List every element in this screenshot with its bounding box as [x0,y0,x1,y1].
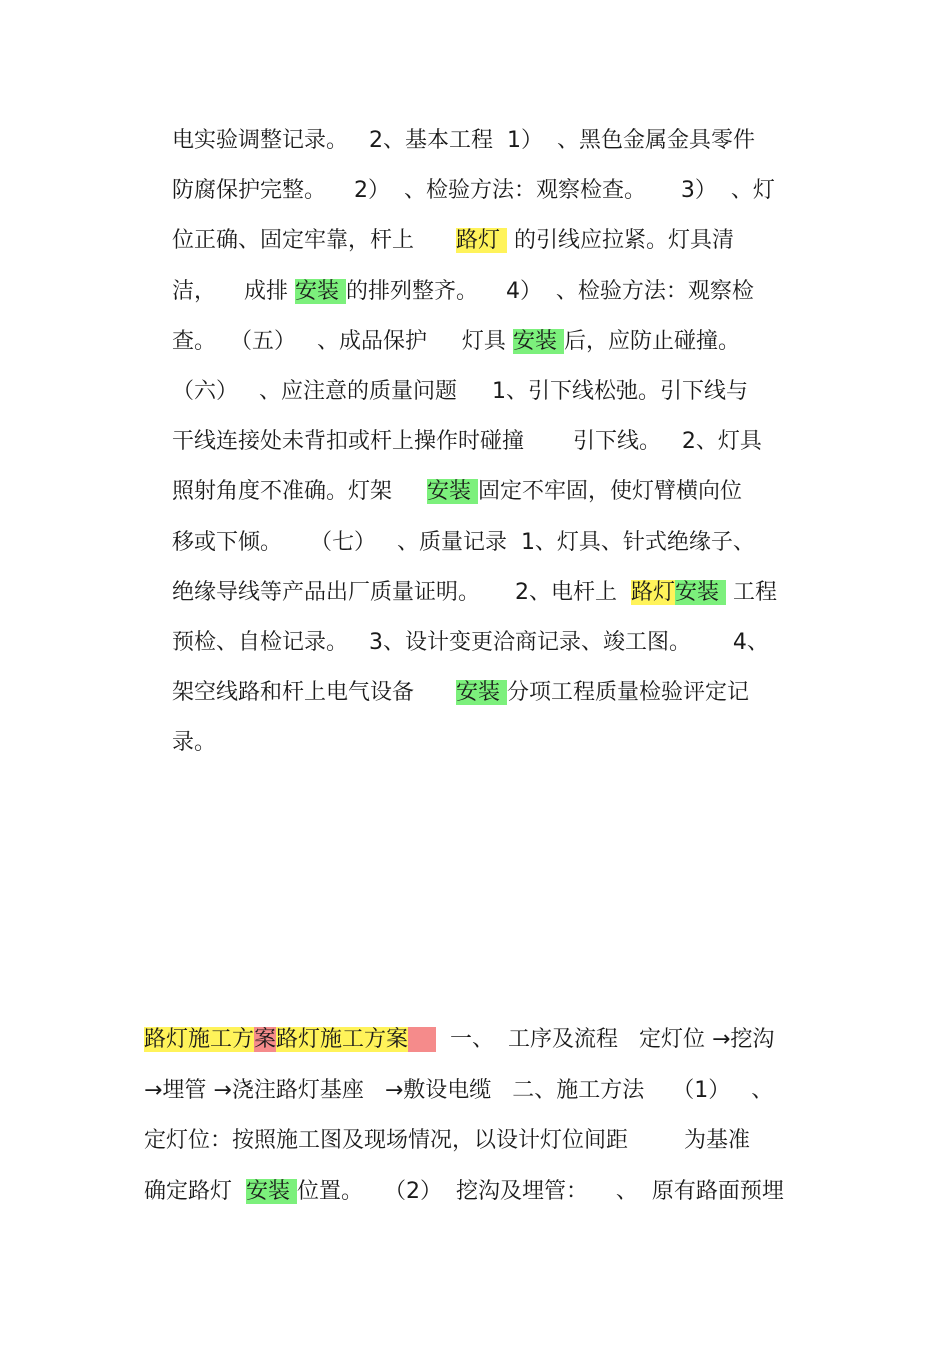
highlighted-term: 路灯 [630,579,675,605]
text-segment: 查。 （五） 、成品保护 灯具 [172,328,513,354]
text-segment: 录。 [172,730,217,756]
text-segment: 电实验调整记录。 2、基本工程 1） 、黑色金属金具零件 [172,128,755,153]
text-segment: 照射角度不准确。灯架 [172,479,427,505]
text-line [172,678,749,708]
highlighted-term: 路灯施工方案 [276,1027,409,1052]
highlighted-term: 安装 [674,579,726,605]
text-segment: 防腐保护完整。 2） 、检验方法：观察检查。 3） 、灯 [172,178,775,204]
text-segment: 后，应防止碰撞。 [563,328,740,354]
text-segment: 绝缘导线等产品出厂质量证明。 2、电杆上 [172,579,631,605]
highlighted-term: 安装 [426,479,478,505]
highlighted-term [408,1027,436,1052]
text-line [172,226,734,256]
text-line [144,1076,773,1106]
text-segment: （六） 、应注意的质量问题 1、引下线松弛。引下线与 [172,379,748,404]
text-segment: 确定路灯 [144,1178,246,1204]
text-line [172,277,754,307]
text-segment: 一、 工序及流程 定灯位 →挖沟 [436,1027,775,1052]
text-segment: 预检、自检记录。 3、设计变更洽商记录、竣工图。 4、 [172,630,769,655]
text-line [172,377,748,407]
text-segment: 工程 [725,579,777,605]
text-line [172,327,740,357]
text-segment: 定灯位：按照施工图及现场情况，以设计灯位间距 为基准 [144,1128,750,1153]
text-segment: 架空线路和杆上电气设备 [172,680,456,706]
text-segment: 位置。 （2） 挖沟及埋管： 、 原有路面预埋 [297,1178,784,1204]
text-line [144,1177,784,1207]
text-line [144,1126,750,1156]
highlighted-term: 路灯施工方 [144,1027,255,1052]
highlighted-term: 案 [254,1027,277,1052]
highlighted-term: 安装 [455,680,507,706]
highlighted-term: 安装 [246,1178,297,1204]
text-line [172,728,216,758]
text-segment: 干线连接处未背扣或杆上操作时碰撞 引下线。 2、灯具 [172,429,762,455]
text-line [144,1025,774,1055]
text-line [172,628,769,658]
text-segment: 的排列整齐。 4） 、检验方法：观察检 [345,278,754,304]
text-segment: →埋管 →浇注路灯基座 →敷设电缆 二、施工方法 （1） 、 [144,1077,774,1103]
text-line [172,176,775,206]
text-line [172,528,755,558]
text-segment: 位正确、固定牢靠，杆上 [172,228,456,254]
text-segment: 的引线应拉紧。灯具清 [506,228,734,254]
text-segment: 固定不牢固，使灯臂横向位 [477,479,742,505]
text-line [172,126,755,156]
text-line [172,477,742,507]
highlighted-term: 路灯 [455,228,507,254]
text-segment: 分项工程质量检验评定记 [506,680,749,706]
text-line [172,427,762,457]
text-segment: 洁， 成排 [172,278,295,304]
highlighted-term: 安装 [512,328,564,354]
highlighted-term: 安装 [294,278,346,304]
text-segment: 移或下倾。 （七） 、质量记录 1、灯具、针式绝缘子、 [172,529,755,555]
text-line [172,578,777,608]
